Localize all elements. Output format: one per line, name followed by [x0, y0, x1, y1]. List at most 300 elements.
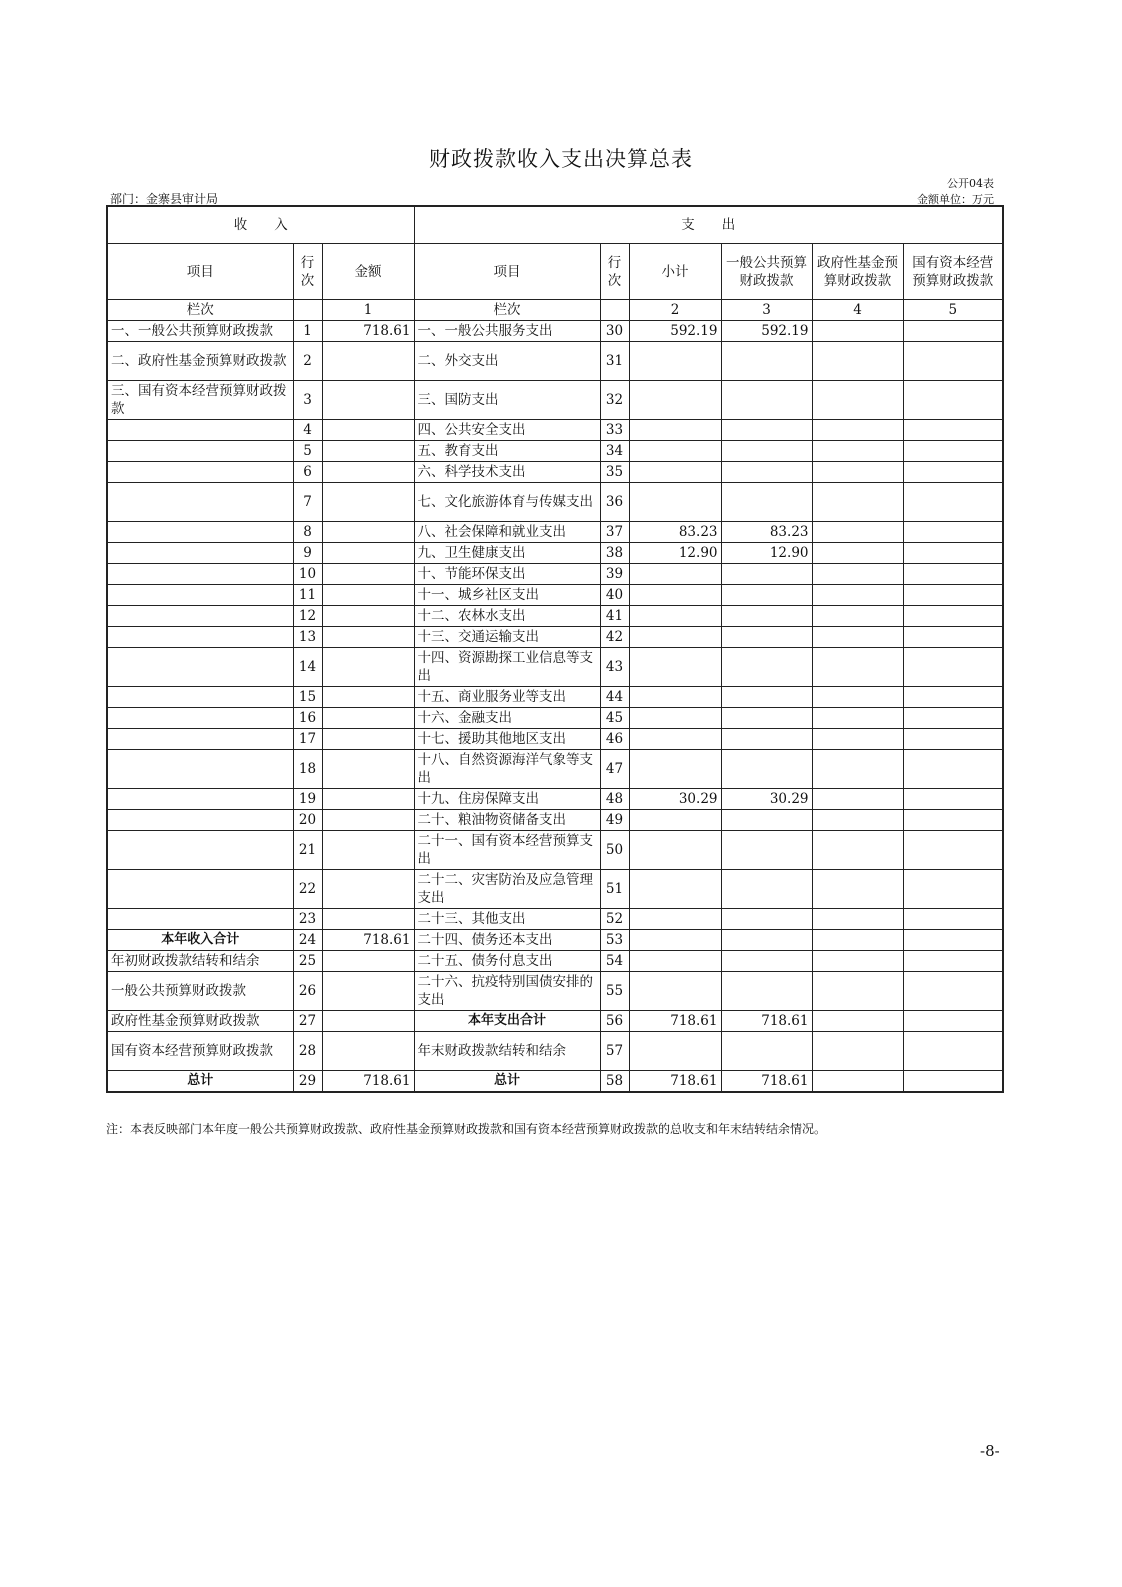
unit-label: 金额单位：万元: [917, 193, 994, 206]
expense-line-no: 30: [600, 321, 629, 342]
income-line-no: 8: [293, 522, 322, 543]
income-item: [107, 522, 293, 543]
income-amount: [322, 708, 414, 729]
expense-line-no: 53: [600, 930, 629, 951]
fund-budget-amount: [812, 708, 903, 729]
income-line-no: 11: [293, 585, 322, 606]
state-capital-amount: [903, 750, 1003, 789]
section-header-row: [107, 206, 1003, 244]
table-row: [107, 543, 1003, 564]
state-capital-amount: [903, 951, 1003, 972]
expense-item: 三、国防支出: [414, 381, 600, 420]
income-item: [107, 627, 293, 648]
expense-item: 九、卫生健康支出: [414, 543, 600, 564]
expense-item: 十八、自然资源海洋气象等支出: [414, 750, 600, 789]
expense-item: 总计: [414, 1071, 600, 1093]
income-amount-header: 金额: [322, 244, 414, 300]
income-row-header: 行次: [293, 244, 322, 300]
income-item: [107, 708, 293, 729]
income-item: 本年收入合计: [107, 930, 293, 951]
income-item: 一、一般公共预算财政拨款: [107, 321, 293, 342]
income-line-no: 15: [293, 687, 322, 708]
general-budget-amount: [721, 750, 812, 789]
general-budget-amount: [721, 729, 812, 750]
general-budget-amount: 718.61: [721, 1011, 812, 1032]
income-amount: [322, 729, 414, 750]
fund-budget-amount: [812, 648, 903, 687]
fund-budget-amount: [812, 321, 903, 342]
income-line-no: 28: [293, 1032, 322, 1071]
expense-line-no: 43: [600, 648, 629, 687]
state-capital-header: 国有资本经营预算财政拨款: [903, 244, 1003, 300]
expense-subtotal: [629, 810, 721, 831]
expense-section-header: 支 出: [414, 206, 1003, 244]
state-capital-amount: [903, 522, 1003, 543]
expense-subtotal: [629, 708, 721, 729]
page-number: -8-: [980, 1442, 1000, 1460]
general-budget-amount: [721, 687, 812, 708]
fund-budget-amount: [812, 342, 903, 381]
general-budget-amount: [721, 483, 812, 522]
fund-budget-amount: [812, 564, 903, 585]
income-item-header: 项目: [107, 244, 293, 300]
expense-subtotal: [629, 870, 721, 909]
income-item: 一般公共预算财政拨款: [107, 972, 293, 1011]
income-line-no: 5: [293, 441, 322, 462]
empty-cell: [600, 300, 629, 321]
state-capital-amount: [903, 708, 1003, 729]
table-row: [107, 687, 1003, 708]
income-item: [107, 564, 293, 585]
expense-line-no: 34: [600, 441, 629, 462]
expense-line-no: 55: [600, 972, 629, 1011]
general-budget-amount: [721, 462, 812, 483]
index-row: [107, 300, 1003, 321]
income-line-no: 4: [293, 420, 322, 441]
fund-budget-amount: [812, 483, 903, 522]
fund-budget-amount: [812, 831, 903, 870]
expense-subtotal: 718.61: [629, 1011, 721, 1032]
fund-budget-amount: [812, 420, 903, 441]
income-amount: 718.61: [322, 321, 414, 342]
income-amount: [322, 627, 414, 648]
expense-item: 本年支出合计: [414, 1011, 600, 1032]
state-capital-amount: [903, 870, 1003, 909]
expense-line-no: 38: [600, 543, 629, 564]
state-capital-amount: [903, 729, 1003, 750]
income-line-no: 2: [293, 342, 322, 381]
fund-budget-amount: [812, 522, 903, 543]
general-budget-amount: 718.61: [721, 1071, 812, 1093]
income-item: 三、国有资本经营预算财政拨款: [107, 381, 293, 420]
department-label: 部门：金寨县审计局: [110, 192, 219, 206]
expense-line-no: 40: [600, 585, 629, 606]
state-capital-amount: [903, 543, 1003, 564]
expense-line-no: 33: [600, 420, 629, 441]
income-item: [107, 729, 293, 750]
state-capital-amount: [903, 381, 1003, 420]
expense-item: 十九、住房保障支出: [414, 789, 600, 810]
general-budget-amount: [721, 951, 812, 972]
form-number: 公开04表: [947, 177, 994, 190]
table-row: [107, 342, 1003, 381]
index-1: 1: [322, 300, 414, 321]
expense-item: 十四、资源勘探工业信息等支出: [414, 648, 600, 687]
expense-row-header: 行次: [600, 244, 629, 300]
fund-budget-header: 政府性基金预算财政拨款: [812, 244, 903, 300]
expense-subtotal: [629, 750, 721, 789]
expense-subtotal: [629, 729, 721, 750]
expense-item: 十三、交通运输支出: [414, 627, 600, 648]
income-amount: [322, 687, 414, 708]
expense-subtotal: 592.19: [629, 321, 721, 342]
income-amount: [322, 381, 414, 420]
expense-line-no: 51: [600, 870, 629, 909]
income-line-no: 29: [293, 1071, 322, 1093]
income-item: [107, 831, 293, 870]
expense-line-no: 35: [600, 462, 629, 483]
general-budget-amount: [721, 564, 812, 585]
expense-line-no: 49: [600, 810, 629, 831]
income-amount: [322, 1032, 414, 1071]
expense-line-no: 58: [600, 1071, 629, 1093]
table-row: [107, 870, 1003, 909]
index-label: 栏次: [107, 300, 293, 321]
expense-item: 一、一般公共服务支出: [414, 321, 600, 342]
income-amount: [322, 951, 414, 972]
income-item: [107, 750, 293, 789]
expense-item: 二、外交支出: [414, 342, 600, 381]
general-budget-amount: [721, 585, 812, 606]
expense-line-no: 32: [600, 381, 629, 420]
income-amount: [322, 522, 414, 543]
expense-item: 二十四、债务还本支出: [414, 930, 600, 951]
expense-line-no: 57: [600, 1032, 629, 1071]
fund-budget-amount: [812, 1071, 903, 1093]
expense-item: 四、公共安全支出: [414, 420, 600, 441]
page-title: 财政拨款收入支出决算总表: [429, 147, 693, 171]
table-row: [107, 462, 1003, 483]
subtotal-header: 小计: [629, 244, 721, 300]
table-row: [107, 420, 1003, 441]
income-line-no: 25: [293, 951, 322, 972]
state-capital-amount: [903, 648, 1003, 687]
expense-line-no: 42: [600, 627, 629, 648]
expense-item: 二十五、债务付息支出: [414, 951, 600, 972]
expense-subtotal: [629, 930, 721, 951]
income-amount: [322, 1011, 414, 1032]
index-label: 栏次: [414, 300, 600, 321]
state-capital-amount: [903, 321, 1003, 342]
table-row: [107, 951, 1003, 972]
income-section-header: 收 入: [107, 206, 414, 244]
general-budget-amount: [721, 606, 812, 627]
expense-line-no: 39: [600, 564, 629, 585]
expense-line-no: 54: [600, 951, 629, 972]
state-capital-amount: [903, 1011, 1003, 1032]
budget-table: [106, 205, 1004, 1093]
income-line-no: 14: [293, 648, 322, 687]
general-budget-amount: [721, 420, 812, 441]
expense-subtotal: [629, 1032, 721, 1071]
income-line-no: 26: [293, 972, 322, 1011]
income-item: [107, 870, 293, 909]
income-line-no: 7: [293, 483, 322, 522]
general-budget-amount: [721, 441, 812, 462]
general-budget-amount: [721, 381, 812, 420]
general-budget-amount: [721, 930, 812, 951]
index-3: 3: [721, 300, 812, 321]
fund-budget-amount: [812, 750, 903, 789]
footnote: 注：本表反映部门本年度一般公共预算财政拨款、政府性基金预算财政拨款和国有资本经营预算财政拨款的总收支和年末结转结余情况。: [106, 1122, 827, 1136]
index-5: 5: [903, 300, 1003, 321]
expense-line-no: 47: [600, 750, 629, 789]
income-line-no: 18: [293, 750, 322, 789]
table-row: [107, 1032, 1003, 1071]
expense-subtotal: [629, 951, 721, 972]
state-capital-amount: [903, 1032, 1003, 1071]
expense-item: 七、文化旅游体育与传媒支出: [414, 483, 600, 522]
general-budget-amount: [721, 972, 812, 1011]
income-amount: [322, 909, 414, 930]
fund-budget-amount: [812, 687, 903, 708]
general-budget-amount: [721, 342, 812, 381]
income-line-no: 20: [293, 810, 322, 831]
income-amount: [322, 462, 414, 483]
expense-line-no: 37: [600, 522, 629, 543]
fund-budget-amount: [812, 441, 903, 462]
expense-subtotal: [629, 381, 721, 420]
income-amount: [322, 831, 414, 870]
table-row: [107, 789, 1003, 810]
income-line-no: 9: [293, 543, 322, 564]
income-item: [107, 462, 293, 483]
income-item: [107, 687, 293, 708]
fund-budget-amount: [812, 543, 903, 564]
general-budget-amount: 12.90: [721, 543, 812, 564]
income-amount: [322, 789, 414, 810]
expense-item: 二十六、抗疫特别国债安排的支出: [414, 972, 600, 1011]
table-row: [107, 930, 1003, 951]
state-capital-amount: [903, 810, 1003, 831]
fund-budget-amount: [812, 1032, 903, 1071]
expense-line-no: 45: [600, 708, 629, 729]
income-line-no: 23: [293, 909, 322, 930]
state-capital-amount: [903, 972, 1003, 1011]
general-budget-amount: [721, 708, 812, 729]
table-row: [107, 627, 1003, 648]
table-row: [107, 1011, 1003, 1032]
income-amount: 718.61: [322, 930, 414, 951]
fund-budget-amount: [812, 462, 903, 483]
income-amount: [322, 483, 414, 522]
state-capital-amount: [903, 420, 1003, 441]
expense-subtotal: [629, 564, 721, 585]
income-amount: [322, 606, 414, 627]
state-capital-amount: [903, 441, 1003, 462]
income-amount: [322, 441, 414, 462]
expense-line-no: 50: [600, 831, 629, 870]
table-row: [107, 606, 1003, 627]
expense-subtotal: 83.23: [629, 522, 721, 543]
table-row: [107, 585, 1003, 606]
expense-line-no: 46: [600, 729, 629, 750]
fund-budget-amount: [812, 909, 903, 930]
expense-subtotal: 12.90: [629, 543, 721, 564]
empty-cell: [293, 300, 322, 321]
income-line-no: 1: [293, 321, 322, 342]
table-row: [107, 708, 1003, 729]
fund-budget-amount: [812, 1011, 903, 1032]
income-line-no: 24: [293, 930, 322, 951]
state-capital-amount: [903, 483, 1003, 522]
income-line-no: 22: [293, 870, 322, 909]
income-amount: [322, 810, 414, 831]
expense-line-no: 56: [600, 1011, 629, 1032]
expense-item: 二十三、其他支出: [414, 909, 600, 930]
table-row: [107, 648, 1003, 687]
expense-item: 十六、金融支出: [414, 708, 600, 729]
state-capital-amount: [903, 687, 1003, 708]
expense-line-no: 36: [600, 483, 629, 522]
expense-line-no: 48: [600, 789, 629, 810]
state-capital-amount: [903, 462, 1003, 483]
table-row: [107, 1071, 1003, 1093]
table-row: [107, 729, 1003, 750]
table-row: [107, 909, 1003, 930]
income-amount: [322, 870, 414, 909]
fund-budget-amount: [812, 972, 903, 1011]
income-item: 国有资本经营预算财政拨款: [107, 1032, 293, 1071]
table-row: [107, 522, 1003, 543]
income-amount: [322, 342, 414, 381]
income-item: [107, 420, 293, 441]
fund-budget-amount: [812, 585, 903, 606]
fund-budget-amount: [812, 789, 903, 810]
expense-item: 五、教育支出: [414, 441, 600, 462]
fund-budget-amount: [812, 627, 903, 648]
income-item: [107, 543, 293, 564]
general-budget-header: 一般公共预算财政拨款: [721, 244, 812, 300]
income-line-no: 3: [293, 381, 322, 420]
general-budget-amount: 30.29: [721, 789, 812, 810]
income-item: [107, 909, 293, 930]
income-item: 二、政府性基金预算财政拨款: [107, 342, 293, 381]
income-item: [107, 810, 293, 831]
general-budget-amount: 83.23: [721, 522, 812, 543]
income-line-no: 6: [293, 462, 322, 483]
income-amount: [322, 972, 414, 1011]
expense-line-no: 41: [600, 606, 629, 627]
expense-line-no: 44: [600, 687, 629, 708]
income-amount: [322, 648, 414, 687]
income-amount: [322, 543, 414, 564]
expense-subtotal: [629, 972, 721, 1011]
expense-line-no: 52: [600, 909, 629, 930]
index-4: 4: [812, 300, 903, 321]
fund-budget-amount: [812, 606, 903, 627]
income-amount: 718.61: [322, 1071, 414, 1093]
table-row: [107, 483, 1003, 522]
state-capital-amount: [903, 909, 1003, 930]
fund-budget-amount: [812, 810, 903, 831]
expense-subtotal: [629, 648, 721, 687]
expense-subtotal: [629, 462, 721, 483]
expense-subtotal: [629, 606, 721, 627]
expense-item: 十五、商业服务业等支出: [414, 687, 600, 708]
income-item: [107, 606, 293, 627]
table-row: [107, 441, 1003, 462]
expense-line-no: 31: [600, 342, 629, 381]
state-capital-amount: [903, 831, 1003, 870]
table-row: [107, 750, 1003, 789]
state-capital-amount: [903, 627, 1003, 648]
expense-subtotal: [629, 483, 721, 522]
state-capital-amount: [903, 606, 1003, 627]
expense-item: 十一、城乡社区支出: [414, 585, 600, 606]
expense-subtotal: [629, 420, 721, 441]
income-item: [107, 441, 293, 462]
income-item: [107, 483, 293, 522]
table-row: [107, 810, 1003, 831]
expense-subtotal: [629, 831, 721, 870]
expense-item: 二十一、国有资本经营预算支出: [414, 831, 600, 870]
expense-item: 年末财政拨款结转和结余: [414, 1032, 600, 1071]
income-line-no: 16: [293, 708, 322, 729]
table-row: [107, 972, 1003, 1011]
expense-subtotal: [629, 342, 721, 381]
table-row: [107, 321, 1003, 342]
expense-item: 十二、农林水支出: [414, 606, 600, 627]
fund-budget-amount: [812, 381, 903, 420]
state-capital-amount: [903, 564, 1003, 585]
expense-item: 十、节能环保支出: [414, 564, 600, 585]
income-line-no: 10: [293, 564, 322, 585]
income-line-no: 12: [293, 606, 322, 627]
state-capital-amount: [903, 1071, 1003, 1093]
expense-item: 六、科学技术支出: [414, 462, 600, 483]
expense-subtotal: [629, 585, 721, 606]
state-capital-amount: [903, 789, 1003, 810]
income-line-no: 27: [293, 1011, 322, 1032]
income-item: 年初财政拨款结转和结余: [107, 951, 293, 972]
column-header-row: [107, 244, 1003, 300]
income-item: [107, 789, 293, 810]
expense-subtotal: [629, 441, 721, 462]
income-line-no: 19: [293, 789, 322, 810]
income-amount: [322, 420, 414, 441]
fund-budget-amount: [812, 870, 903, 909]
general-budget-amount: [721, 1032, 812, 1071]
table-row: [107, 381, 1003, 420]
fund-budget-amount: [812, 930, 903, 951]
expense-item: 二十、粮油物资储备支出: [414, 810, 600, 831]
income-item: [107, 585, 293, 606]
table-row: [107, 564, 1003, 585]
income-amount: [322, 585, 414, 606]
general-budget-amount: [721, 648, 812, 687]
state-capital-amount: [903, 585, 1003, 606]
expense-subtotal: 718.61: [629, 1071, 721, 1093]
income-item: [107, 648, 293, 687]
general-budget-amount: [721, 810, 812, 831]
income-item: 总计: [107, 1071, 293, 1093]
general-budget-amount: [721, 831, 812, 870]
income-line-no: 13: [293, 627, 322, 648]
expense-item-header: 项目: [414, 244, 600, 300]
income-amount: [322, 750, 414, 789]
expense-item: 二十二、灾害防治及应急管理支出: [414, 870, 600, 909]
